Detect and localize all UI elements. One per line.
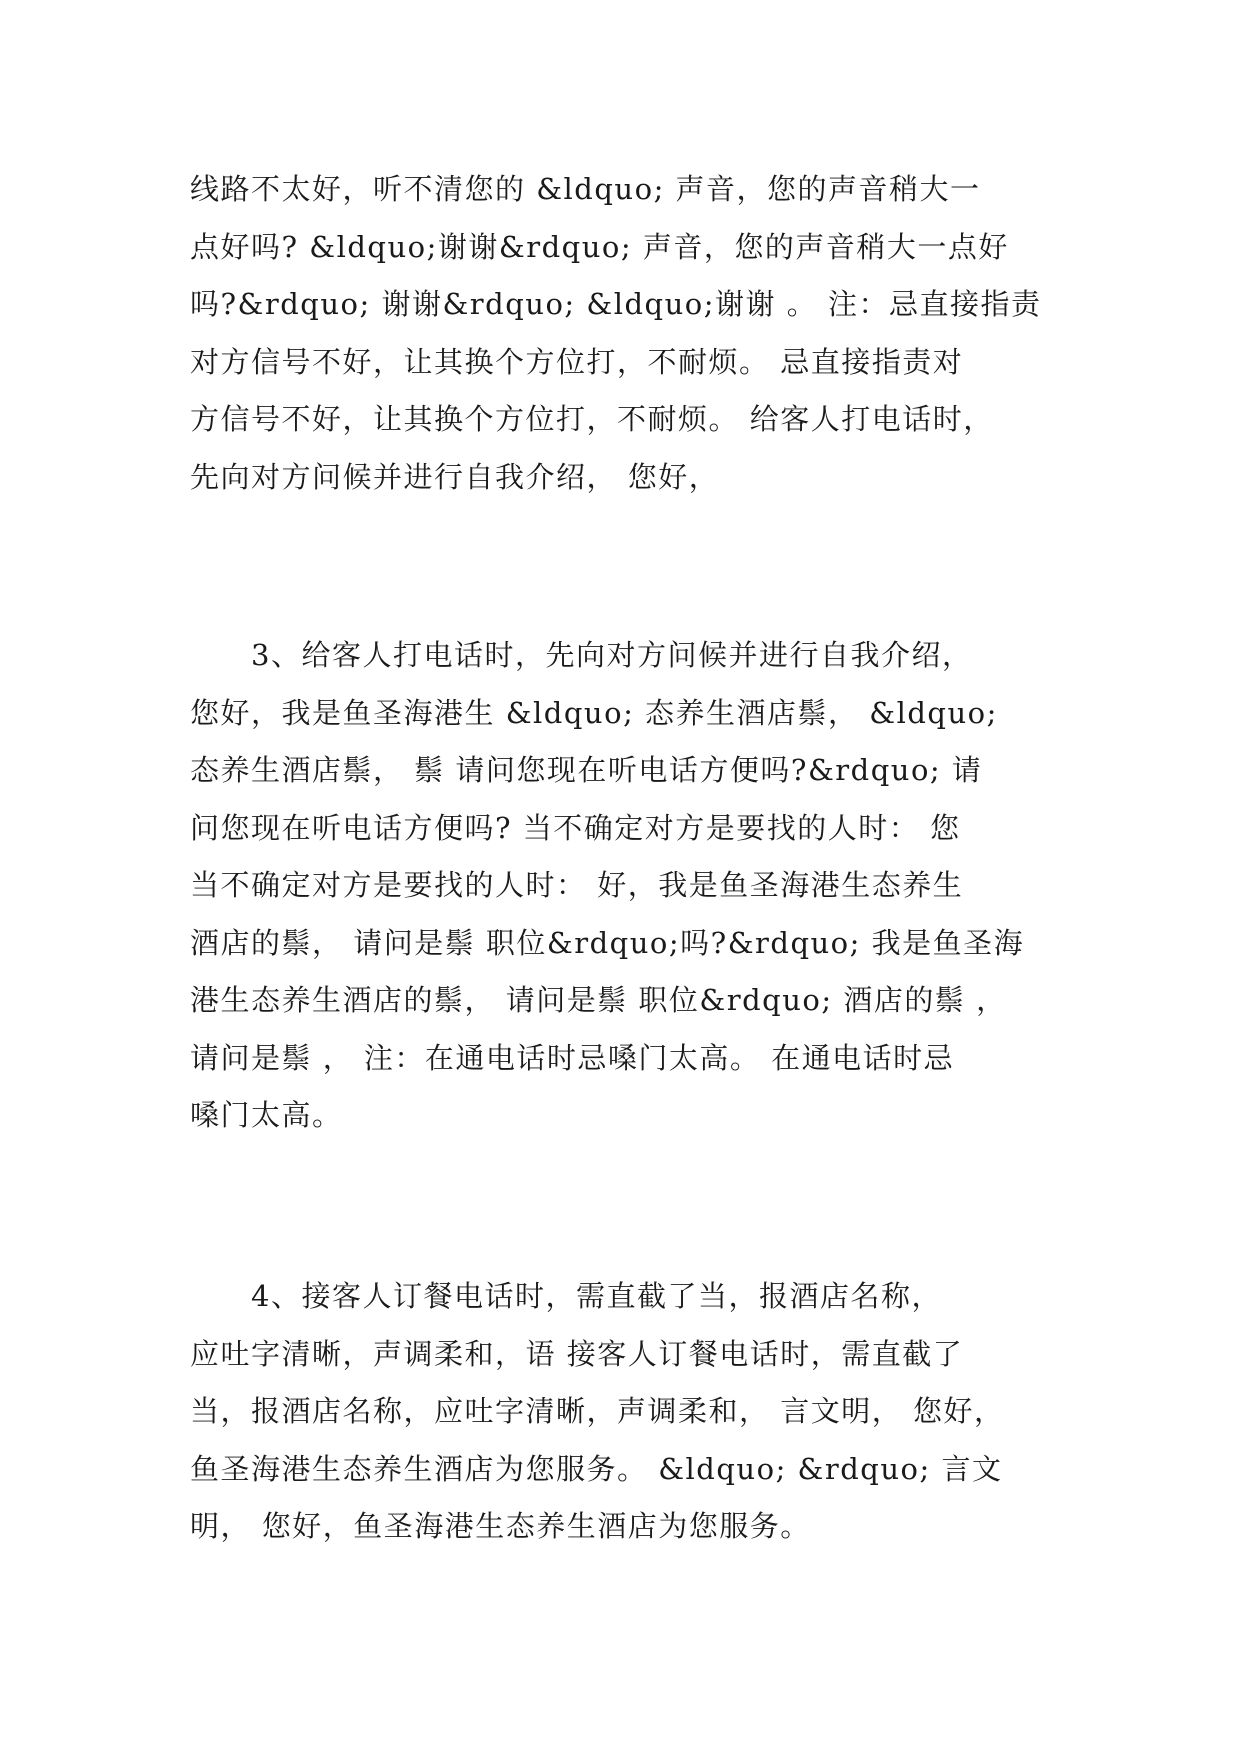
text-line: 4、接客人订餐电话时，需直截了当，报酒店名称，	[190, 1279, 942, 1313]
text-line: 明， 您好，鱼圣海港生态养生酒店为您服务。	[190, 1509, 811, 1543]
text-line: 当，报酒店名称，应吐字清晰，声调柔和， 言文明， 您好，	[190, 1394, 1005, 1428]
text-line: 线路不太好，听不清您的 &ldquo; 声音，您的声音稍大一	[190, 172, 981, 206]
text-line: 点好吗? &ldquo;谢谢&rdquo; 声音，您的声音稍大一点好	[190, 229, 1009, 264]
text-line: 应吐字清晰，声调柔和，语 接客人订餐电话时，需直截了	[190, 1336, 964, 1371]
text-line: 吗?&rdquo; 谢谢&rdquo; &ldquo;谢谢 。 注：忌直接指责	[190, 287, 1042, 321]
paragraph-item-4	[190, 1268, 1070, 1556]
text-line: 鱼圣海港生态养生酒店为您服务。 &ldquo; &rdquo; 言文	[190, 1451, 1003, 1486]
text-line: 3、给客人打电话时，先向对方问候并进行自我介绍，	[190, 638, 973, 672]
text-line: 嗓门太高。	[190, 1098, 343, 1132]
text-line: 先向对方问候并进行自我介绍， 您好，	[190, 459, 720, 494]
text-line: 对方信号不好，让其换个方位打，不耐烦。 忌直接指责对	[190, 344, 964, 379]
text-line: 您好，我是鱼圣海港生 &ldquo; 态养生酒店鬃， &ldquo;	[190, 695, 998, 730]
text-line: 酒店的鬃， 请问是鬃 职位&rdquo;吗?&rdquo; 我是鱼圣海	[190, 925, 1025, 960]
text-line: 方信号不好，让其换个方位打，不耐烦。 给客人打电话时，	[190, 402, 994, 436]
paragraph-item-3	[190, 627, 1070, 1145]
text-line: 港生态养生酒店的鬃， 请问是鬃 职位&rdquo; 酒店的鬃 ，	[190, 983, 1007, 1017]
paragraph-line-quality	[190, 161, 1070, 506]
text-line: 问您现在听电话方便吗? 当不确定对方是要找的人时： 您	[190, 810, 961, 845]
text-line: 请问是鬃 ， 注：在通电话时忌嗓门太高。 在通电话时忌	[190, 1040, 955, 1075]
text-line: 态养生酒店鬃， 鬃 请问您现在听电话方便吗?&rdquo; 请	[190, 753, 983, 787]
text-line: 当不确定对方是要找的人时： 好，我是鱼圣海港生态养生	[190, 868, 964, 902]
